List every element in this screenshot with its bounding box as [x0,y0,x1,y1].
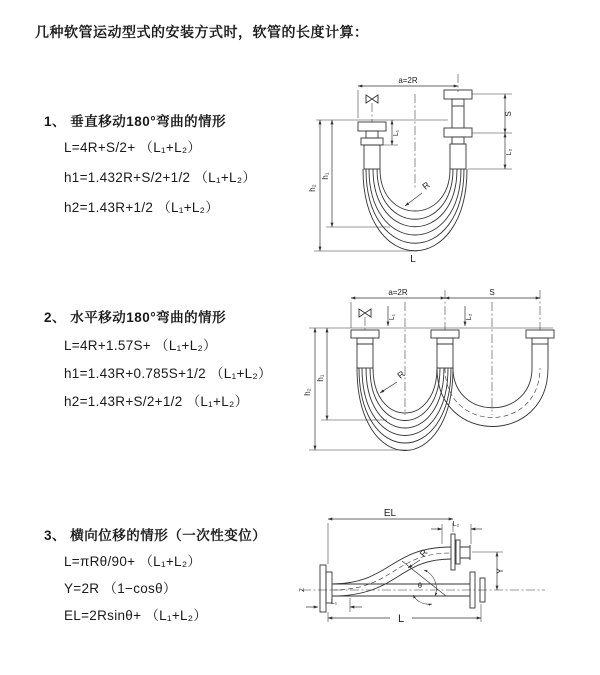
d3-label-l2: L₂ [452,521,460,528]
section1-heading: 1、 垂直移动180°弯曲的情形 [44,114,227,129]
d3-upper-right-flange [451,534,470,570]
d2-extension-lines [309,302,553,450]
d1-right-braid [450,144,466,169]
d1-label-l2: L₂ [506,148,513,156]
d2-middle-pipe [431,330,459,368]
section2-formula-h2: h2=1.43R+S/2+1/2 （L₁+L₂） [64,394,249,409]
d3-label-el: EL [383,508,397,519]
d1-right-pipe [444,90,472,169]
section2-heading: 2、 水平移动180°弯曲的情形 [44,310,227,325]
d1-centerlines [372,74,458,190]
d3-label-l1: L₁ [330,599,338,606]
section1-formula-h1: h1=1.432R+S/2+1/2 （L₁+L₂） [64,170,257,185]
d2-hose-arcs [357,368,453,451]
d3-label-theta: θ [417,581,423,590]
d1-valve-icon [366,95,378,103]
d2-label-s: S [489,288,495,297]
d1-left-braid [364,145,380,169]
d2-displaced-hose-arcs [437,368,548,427]
section3-heading: 3、 横向位移的情形（一次性变位） [44,528,267,543]
d1-label-s: S [504,111,513,117]
d1-label-a2r: a=2R [398,76,418,85]
d2-centerlines [365,290,540,415]
diagram-lateral-displacement [290,498,600,663]
d2-label-l1: L₁ [389,313,396,321]
d2-label-a2r: a=2R [388,288,408,297]
d1-label-h1: h₁ [321,172,330,180]
diagram-vertical-180-bend [300,66,600,266]
d1-label-length: L [410,254,416,265]
section3-formula-L: L=πRθ/90+ （L₁+L₂） [64,554,202,569]
d3-displaced-hose [332,547,451,596]
d2-right-pipe [526,330,554,368]
d2-left-braid [357,344,373,368]
d3-label-r: R [417,547,430,559]
d3-label-y: Y [495,567,505,575]
d2-valve-icon [359,309,371,317]
d2-label-h1: h₁ [316,374,325,382]
d1-left-pipe [358,122,386,169]
d2-middle-braid [437,344,453,368]
d3-left-end-mark: Z [300,588,306,592]
d3-label-length: L [397,613,405,625]
page-title: 几种软管运动型式的安装方式时，软管的长度计算： [35,24,369,40]
section2-formula-L: L=4R+1.57S+ （L₁+L₂） [64,338,217,353]
section1-formula-L: L=4R+S/2+ （L₁+L₂） [64,140,202,155]
d2-left-pipe [351,330,379,368]
section1-formula-h2: h2=1.43R+1/2 （L₁+L₂） [64,200,220,215]
d2-label-h2: h₂ [303,388,312,396]
d1-label-r: R [420,179,432,192]
diagram-horizontal-180-bend [295,280,595,465]
section2-formula-h1: h1=1.43R+0.785S+1/2 （L₁+L₂） [64,366,272,381]
section3-formula-EL: EL=2Rsinθ+ （L₁+L₂） [64,608,208,623]
d2-label-l2: L₂ [466,313,473,321]
d1-label-l1: L₁ [393,129,400,137]
d2-label-r: R [395,368,407,381]
d1-label-h2: h₂ [308,184,317,192]
section3-formula-Y: Y=2R （1−cosθ） [64,581,177,596]
